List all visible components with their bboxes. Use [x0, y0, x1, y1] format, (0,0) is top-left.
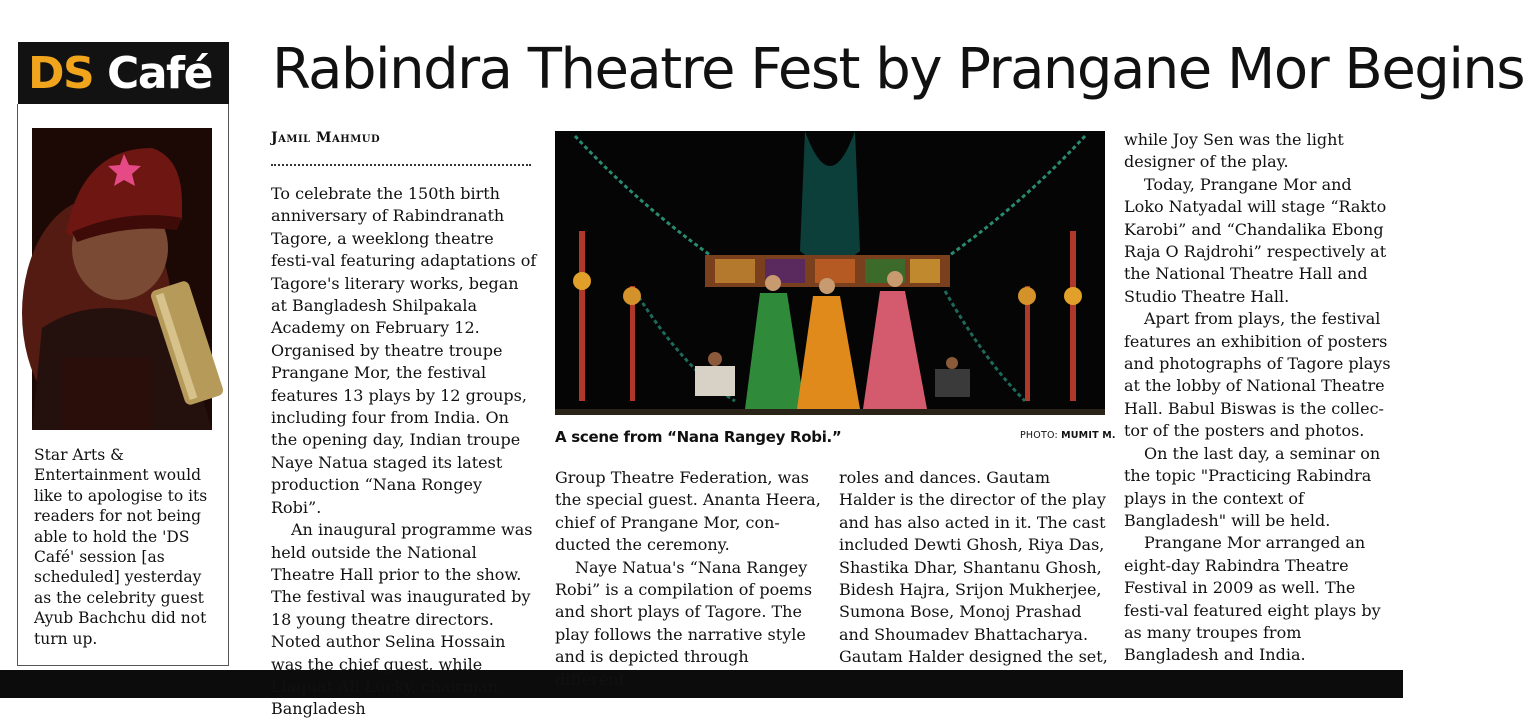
paragraph: Today, Prangane Mor and Loko Natyadal will stage “Rakto Karobi” and “Chandalika Ebong Raja O Rajdrohi” respectively at the National Theatre Hall and Studio Theatre Hall. [1124, 174, 1387, 306]
apology-notice: Star Arts & Entertainment would like to apologise to its readers for not being able to hold the 'DS Café' session [as scheduled] yesterday as the celebrity guest Ayub Bachchu did not turn up. [34, 446, 208, 648]
paragraph: An inaugural programme was held outside the National Theatre Hall prior to the show. The festival was inaugurated by 18 young theatre directors. Noted author Selina Hossain was the chief guest, while Liaquat Ali Lucky, chairman, Bangladesh [271, 520, 533, 719]
paragraph: while Joy Sen was the light designer of the play. [1124, 130, 1344, 172]
photo-credit-prefix: PHOTO: [1020, 430, 1058, 441]
paragraph: Group Theatre Federation, was the special guest. Ananta Heera, chief of Prangane Mor, con-ducted the ceremony. [555, 468, 821, 555]
byline: Jamil Mahmud [271, 130, 381, 146]
paragraph: roles and dances. Gautam Halder is the director of the play and has also acted in it. The cast included Dewti Ghosh, Riya Das, Shastika Dhar, Shantanu Ghosh, Bidesh Hajra, Srijon Mukherjee, Sumona Bose, Monoj Prashad and Shoumadev Bhattacharya. Gautam Halder designed the set, [839, 468, 1108, 667]
byline-divider [271, 164, 531, 166]
photo-caption: A scene from “Nana Rangey Robi.” [555, 428, 842, 446]
portrait-photo [32, 128, 212, 430]
section-label-cafe: Café [107, 48, 213, 99]
stage-scene-photo [555, 131, 1105, 415]
article-column-4 [1124, 129, 1392, 670]
headline: Rabindra Theatre Fest by Prangane Mor Begins [272, 37, 1524, 102]
photo-credit [1020, 430, 1116, 441]
photo-credit-name: MUMIT M. [1061, 430, 1116, 441]
article-column-3 [839, 467, 1109, 670]
paragraph: To celebrate the 150th birth anniversary of Rabindranath Tagore, a weeklong theatre festi-val featuring adaptations of Tagore's literary works, began at Bangladesh Shilpakala Academy on February 12. Organised by theatre troupe Prangane Mor, the festival features 13 plays by 12 groups, including four from India. On the opening day, Indian troupe Naye Natua staged its latest production “Nana Rongey Robi”. [271, 184, 537, 517]
section-label [28, 46, 212, 102]
paragraph: Naye Natua's “Nana Rangey Robi” is a compilation of poems and short plays of Tagore. The play follows the narrative style and is depicted through different [555, 557, 813, 689]
section-label-ds: DS [28, 48, 94, 99]
paragraph: On the last day, a seminar on the topic "Practicing Rabindra plays in the context of Bangladesh" will be held. [1124, 443, 1381, 530]
article-column-1 [271, 183, 537, 719]
paragraph: Prangane Mor arranged an eight-day Rabindra Theatre Festival in 2009 as well. The festi-val featured eight plays by as many troupes from Bangladesh and India. [1124, 533, 1381, 665]
article-column-2 [555, 467, 823, 689]
paragraph: Apart from plays, the festival features an exhibition of posters and photographs of Tagore plays at the lobby of National Theatre Hall. Babul Biswas is the collec-tor of the posters and photos. [1124, 309, 1391, 441]
